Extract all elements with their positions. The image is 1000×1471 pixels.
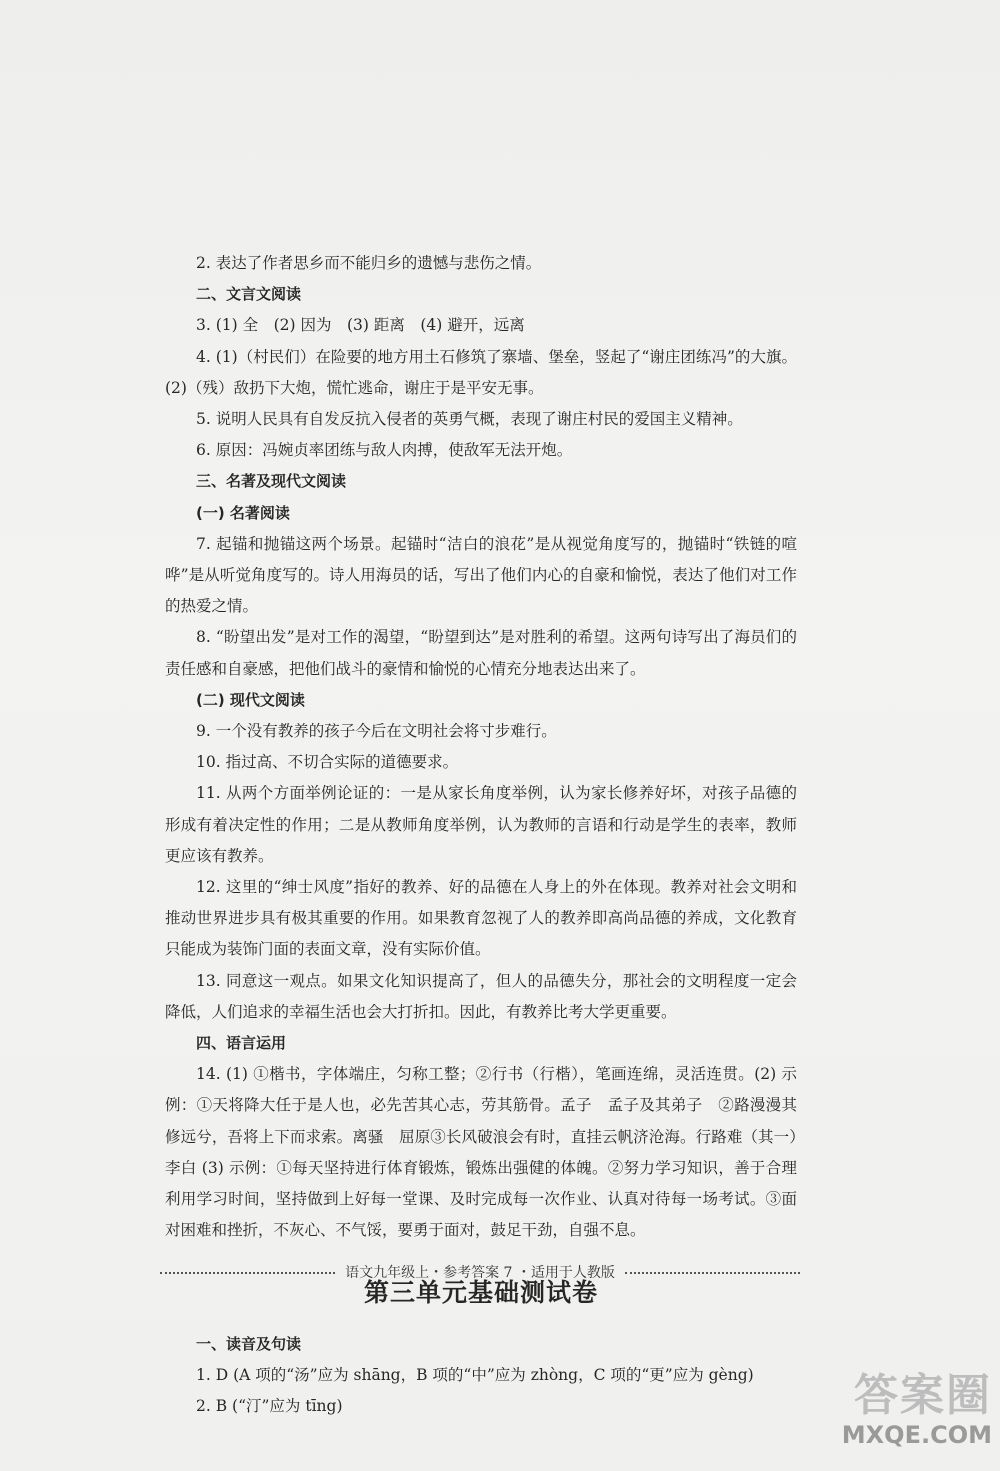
watermark-logo (802, 1371, 992, 1461)
answer-paragraph: 4. (1)（村民们）在险要的地方用土石修筑了寨墙、堡垒，竖起了“谢庄团练冯”的大旗。(2)（残）敌扔下大炮，慌忙逃命，谢庄于是平安无事。 (165, 347, 797, 397)
answer-paragraph: 12. 这里的“绅士风度”指好的教养、好的品德在人身上的外在体现。教养对社会文明和推动世界进步具有极其重要的作用。如果教育忽视了人的教养即高尚品德的养成，文化教育只能成为装饰门面的表面文章，没有实际价值。 (165, 878, 797, 959)
answer-paragraph: 2. B (“汀”应为 tīng) (196, 1396, 343, 1415)
page-footer (160, 1262, 800, 1282)
answer-paragraph: 13. 同意这一观点。如果文化知识提高了，但人的品德失分，那社会的文明程度一定会降低，人们追求的幸福生活也会大打折扣。因此，有教养比考大学更重要。 (165, 971, 797, 1021)
answer-paragraph: 3. (1) 全 (2) 因为 (3) 距离 (4) 避开，远离 (196, 316, 525, 335)
answer-section-1 (165, 248, 813, 1247)
footer-text: 语文九年级上・参考答案 7 ・适用于人教版 (345, 1265, 615, 1281)
answer-paragraph: 8. “盼望出发”是对工作的渴望，“盼望到达”是对胜利的希望。这两句诗写出了海员们的责任感和自豪感，把他们战斗的豪情和愉悦的心情充分地表达出来了。 (165, 628, 797, 678)
footer-dots-left (160, 1272, 335, 1274)
answer-paragraph: 6. 原因：冯婉贞率团练与敌人肉搏，使敌军无法开炮。 (196, 441, 573, 460)
answer-paragraph: 9. 一个没有教养的孩子今后在文明社会将寸步难行。 (196, 722, 557, 741)
answer-paragraph: 2. 表达了作者思乡而不能归乡的遗憾与悲伤之情。 (196, 254, 542, 272)
footer-dots-right (625, 1272, 800, 1274)
answer-paragraph: 11. 从两个方面举例论证的：一是从家长角度举例，认为家长修养好坏，对孩子品德的形成有着决定性的作用；二是从教师角度举例，认为教师的言语和行动是学生的表率，教师更应该有教养。 (165, 784, 797, 865)
section-heading: 四、语言运用 (196, 1034, 287, 1053)
answer-section-2 (165, 1329, 797, 1423)
watermark-url: MXQE.COM (841, 1421, 992, 1449)
section-heading: (二) 现代文阅读 (196, 690, 305, 709)
section-heading: (一) 名著阅读 (196, 503, 290, 522)
watermark-mark: 答案圈 (854, 1370, 992, 1421)
answer-paragraph: 7. 起锚和抛锚这两个场景。起锚时“洁白的浪花”是从视觉角度写的，抛锚时“铁链的喧哗”是从听觉角度写的。诗人用海员的话，写出了他们内心的自豪和愉悦，表达了他们对工作的热爱之情。 (165, 534, 797, 616)
answer-paragraph: 1. D (A 项的“汤”应为 shāng，B 项的“中”应为 zhòng，C 项的“更”应为 gèng) (196, 1365, 754, 1384)
answer-paragraph: 5. 说明人民具有自发反抗入侵者的英勇气概，表现了谢庄村民的爱国主义精神。 (196, 410, 743, 429)
answer-content (165, 248, 813, 1422)
section-heading: 二、文言文阅读 (196, 285, 302, 304)
section-heading: 一、读音及句读 (196, 1334, 302, 1353)
answer-paragraph: 10. 指过高、不切合实际的道德要求。 (196, 753, 459, 772)
answer-paragraph: 14. (1) ①楷书，字体端庄，匀称工整；②行书（行楷），笔画连绵，灵活连贯。(2) 示例：①天将降大任于是人也，必先苦其心志，劳其筋骨。孟子 孟子及其弟子 ②路漫漫其修远兮，吾将上下而求索。离骚 屈原③长风破浪会有时，直挂云帆济沧海。行路难（其一） 李白 (3) 示例：①每天坚持进行体育锻炼，锻炼出强健的体魄。②努力学习知识，善于合理利用学习时间，坚持做到上好每一堂课、及时完成每一次作业、认真对待每一场考试。③面对困难和挫折，不灰心、不气馁，要勇于面对，鼓足干劲，自强不息。 (165, 1065, 813, 1240)
section-heading: 三、名著及现代文阅读 (196, 472, 347, 491)
unit-title: 第三单元基础测试卷 (363, 1277, 598, 1307)
